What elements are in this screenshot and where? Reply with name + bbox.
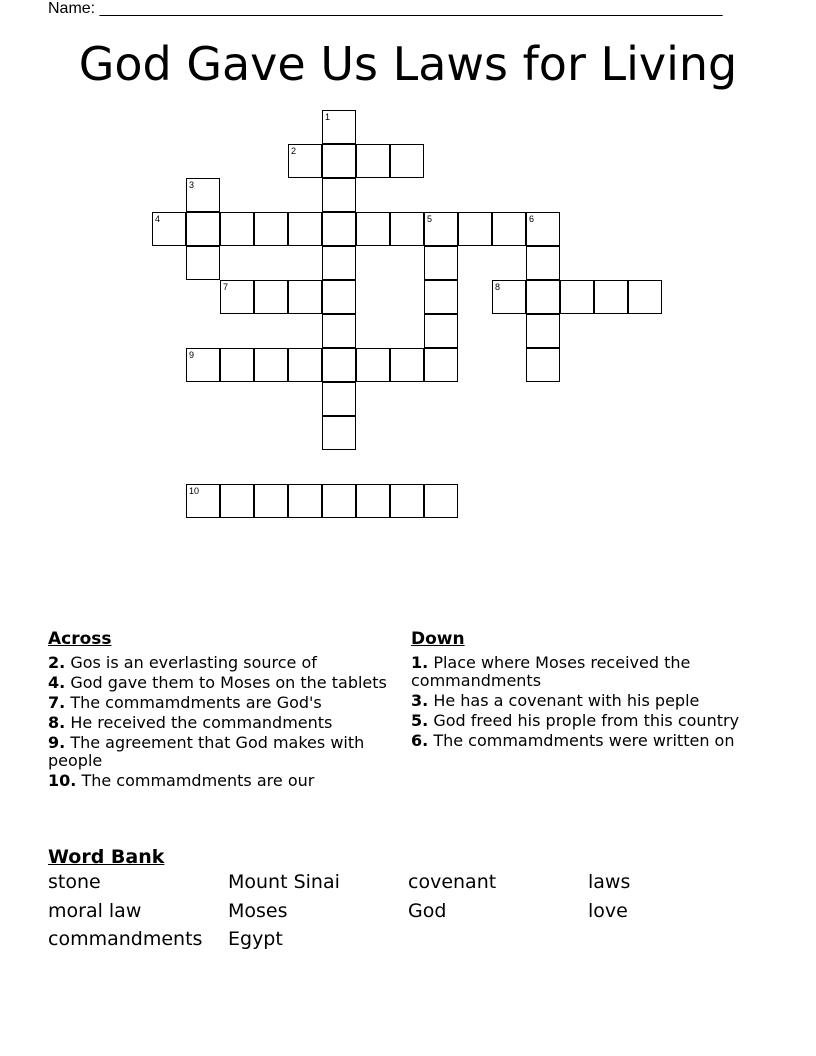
across-clue — [48, 714, 388, 732]
word-bank-word: Mount Sinai — [228, 871, 340, 893]
crossword-cell[interactable] — [594, 280, 628, 314]
clue-text: He has a covenant with his peple — [433, 691, 700, 710]
clue-num: 4. — [48, 673, 66, 692]
clue-num: 5. — [411, 711, 429, 730]
crossword-cell[interactable] — [390, 144, 424, 178]
word-bank-word: laws — [588, 871, 631, 893]
crossword-cell[interactable] — [220, 484, 254, 518]
word-bank-word: stone — [48, 871, 101, 893]
down-clue — [411, 654, 761, 690]
crossword-cell[interactable] — [288, 348, 322, 382]
word-bank-heading: Word Bank — [48, 846, 165, 868]
crossword-cell[interactable] — [288, 280, 322, 314]
crossword-cell[interactable] — [322, 280, 356, 314]
across-clues — [48, 628, 388, 792]
crossword-cell[interactable] — [186, 246, 220, 280]
crossword-cell[interactable] — [526, 246, 560, 280]
word-bank — [48, 846, 768, 960]
clue-number: 3 — [189, 180, 195, 190]
clue-number-cell-5[interactable] — [424, 212, 458, 246]
across-clue — [48, 674, 388, 692]
word-bank-word: love — [588, 899, 628, 922]
clue-num: 6. — [411, 731, 429, 750]
clue-num: 2. — [48, 653, 66, 672]
crossword-cell[interactable] — [526, 280, 560, 314]
clue-text: The agreement that God makes with people — [48, 733, 365, 770]
crossword-cell[interactable] — [424, 484, 458, 518]
crossword-cell[interactable] — [356, 144, 390, 178]
crossword-cell[interactable] — [288, 212, 322, 246]
crossword-cell[interactable] — [288, 484, 322, 518]
crossword-cell[interactable] — [458, 212, 492, 246]
crossword-cell[interactable] — [356, 484, 390, 518]
crossword-cell[interactable] — [322, 348, 356, 382]
clue-number-cell-9[interactable] — [186, 348, 220, 382]
crossword-cell[interactable] — [254, 212, 288, 246]
clue-number-cell-1[interactable] — [322, 110, 356, 144]
crossword-cell[interactable] — [424, 246, 458, 280]
clue-number-cell-4[interactable] — [152, 212, 186, 246]
clue-number-cell-6[interactable] — [526, 212, 560, 246]
clue-number-cell-7[interactable] — [220, 280, 254, 314]
clue-number: 8 — [495, 282, 501, 292]
down-clues — [411, 628, 761, 752]
name-line: Name: ______________________________________________________________________ — [48, 0, 723, 17]
across-clue-list — [48, 654, 388, 790]
across-clue — [48, 654, 388, 672]
crossword-cell[interactable] — [526, 348, 560, 382]
crossword-cell[interactable] — [254, 348, 288, 382]
clue-number: 1 — [325, 112, 331, 122]
clue-number: 9 — [189, 350, 195, 360]
crossword-cell[interactable] — [526, 314, 560, 348]
clue-text: God freed his prople from this country — [433, 711, 740, 730]
down-clue-list — [411, 654, 761, 750]
word-bank-word: Moses — [228, 899, 288, 922]
clue-number-cell-8[interactable] — [492, 280, 526, 314]
crossword-cell[interactable] — [220, 212, 254, 246]
clue-text: He received the commandments — [70, 713, 333, 732]
clue-number: 5 — [427, 214, 433, 224]
crossword-cell[interactable] — [322, 382, 356, 416]
clue-text: The commamdments are God's — [70, 693, 322, 712]
clue-number-cell-2[interactable] — [288, 144, 322, 178]
down-heading: Down — [411, 629, 465, 649]
crossword-cell[interactable] — [390, 484, 424, 518]
across-clue — [48, 734, 388, 770]
clue-number-cell-10[interactable] — [186, 484, 220, 518]
word-bank-word: God — [408, 899, 447, 922]
clue-number: 4 — [155, 214, 161, 224]
crossword-cell[interactable] — [254, 280, 288, 314]
crossword-cell[interactable] — [186, 212, 220, 246]
crossword-cell[interactable] — [356, 348, 390, 382]
crossword-cell[interactable] — [322, 246, 356, 280]
down-clue — [411, 732, 761, 750]
word-bank-word: covenant — [408, 871, 497, 893]
crossword-cell[interactable] — [322, 416, 356, 450]
crossword-cell[interactable] — [390, 212, 424, 246]
page-title: God Gave Us Laws for Living — [78, 37, 738, 91]
crossword-cell[interactable] — [492, 212, 526, 246]
clue-text: God gave them to Moses on the tablets — [70, 673, 387, 692]
crossword-cell[interactable] — [424, 348, 458, 382]
clue-text: Gos is an everlasting source of — [70, 653, 317, 672]
crossword-cell[interactable] — [424, 314, 458, 348]
crossword-cell[interactable] — [322, 144, 356, 178]
clue-num: 3. — [411, 691, 429, 710]
clue-num: 10. — [48, 771, 77, 790]
clue-num: 7. — [48, 693, 66, 712]
across-heading: Across — [48, 629, 112, 649]
clue-text: Place where Moses received the commandments — [411, 653, 691, 690]
crossword-cell[interactable] — [254, 484, 288, 518]
clue-num: 9. — [48, 733, 66, 752]
crossword-cell[interactable] — [322, 484, 356, 518]
clue-number: 6 — [529, 214, 535, 224]
crossword-cell[interactable] — [220, 348, 254, 382]
across-clue — [48, 694, 388, 712]
clue-text: The commamdments are our — [81, 771, 315, 790]
crossword-cell[interactable] — [322, 212, 356, 246]
crossword-cell[interactable] — [322, 314, 356, 348]
word-bank-word: commandments — [48, 928, 203, 950]
clue-number: 10 — [189, 486, 200, 496]
word-bank-word: Egypt — [228, 928, 283, 950]
crossword-cell[interactable] — [628, 280, 662, 314]
across-clue — [48, 772, 388, 790]
clue-num: 1. — [411, 653, 429, 672]
word-bank-word: moral law — [48, 899, 142, 922]
down-clue — [411, 692, 761, 710]
crossword-cell[interactable] — [356, 212, 390, 246]
crossword-cell[interactable] — [390, 348, 424, 382]
crossword-cell[interactable] — [560, 280, 594, 314]
word-bank-list — [48, 870, 768, 960]
crossword-cell[interactable] — [424, 280, 458, 314]
crossword-cell[interactable] — [322, 178, 356, 212]
clue-number: 7 — [223, 282, 229, 292]
clue-number: 2 — [291, 146, 297, 156]
clue-number-cell-3[interactable] — [186, 178, 220, 212]
clue-text: The commamdments were written on — [433, 731, 735, 750]
clue-num: 8. — [48, 713, 66, 732]
down-clue — [411, 712, 761, 730]
